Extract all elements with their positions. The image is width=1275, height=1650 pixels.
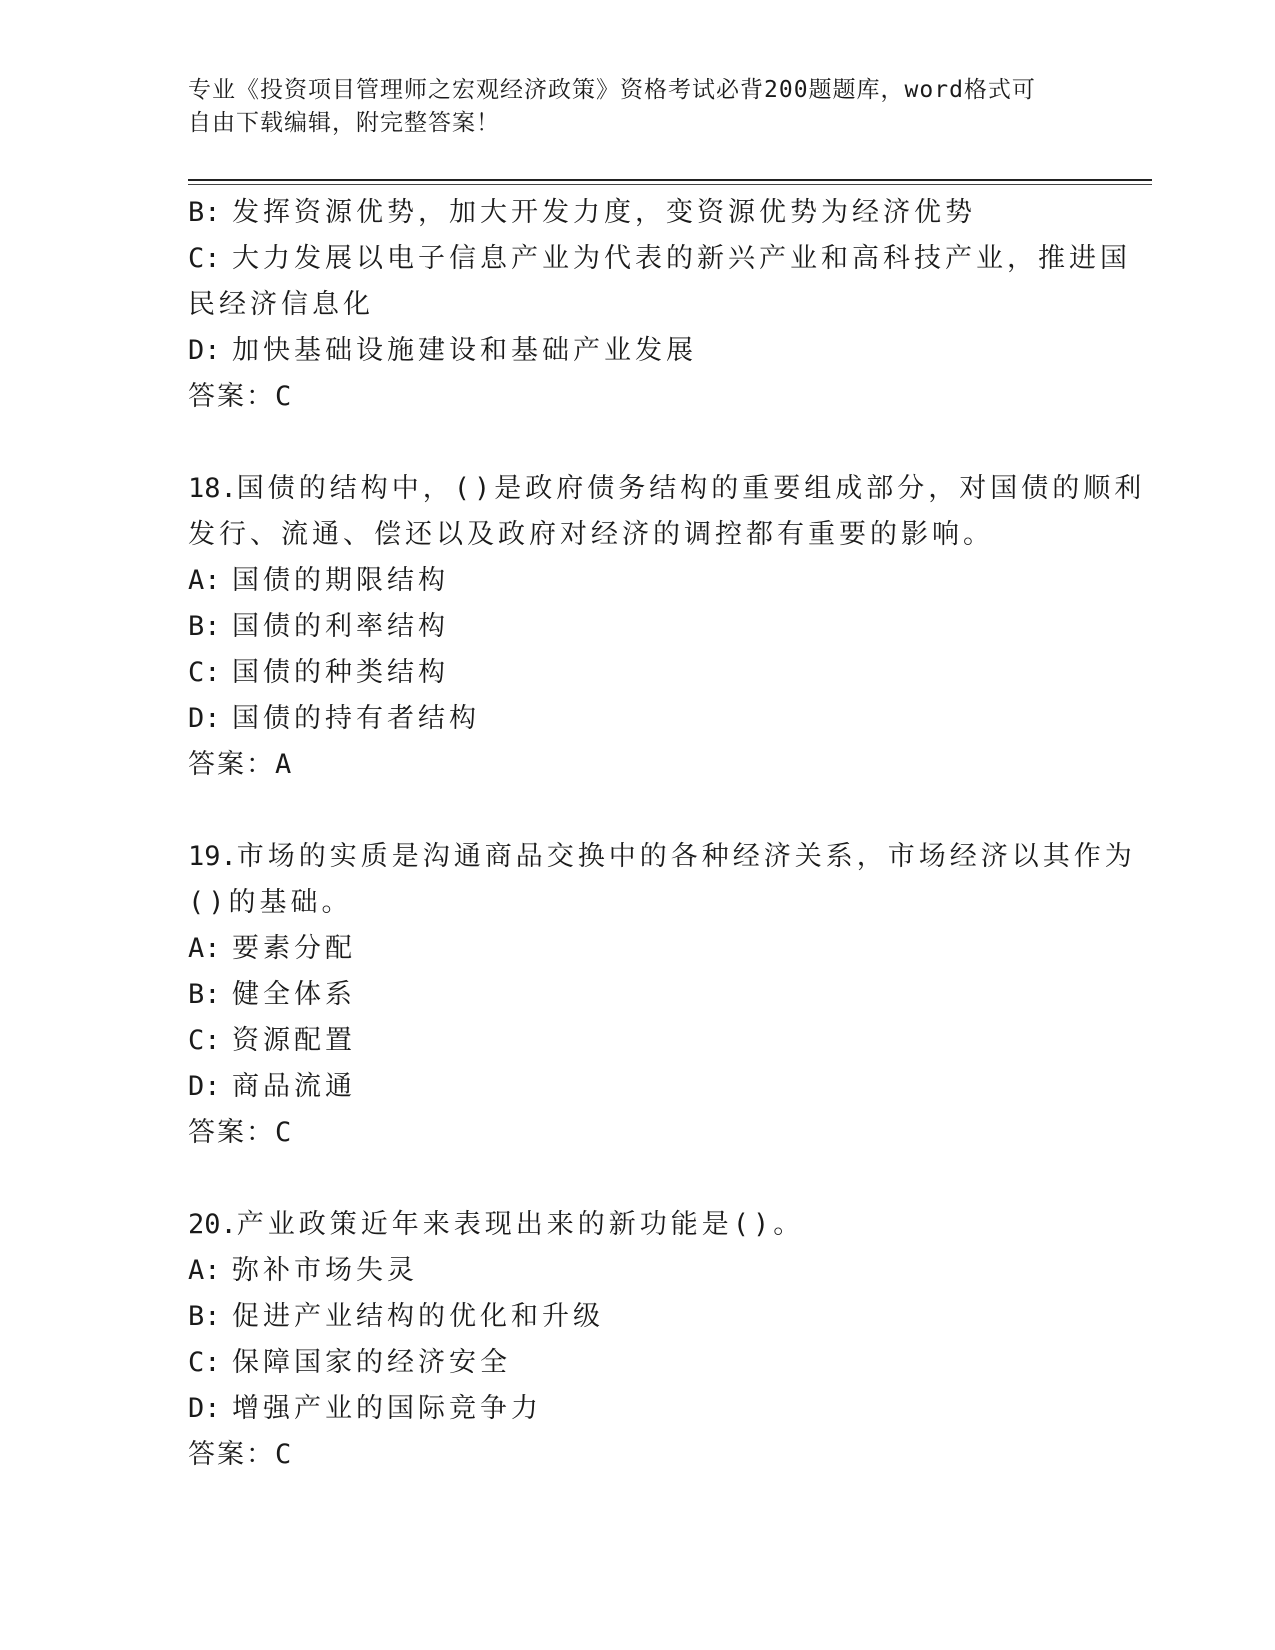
option-label: B: bbox=[188, 611, 221, 642]
option-label: A: bbox=[188, 933, 221, 964]
option-text: 国债的持有者结构 bbox=[232, 703, 480, 734]
answer-value: C bbox=[275, 381, 294, 412]
question-18 bbox=[188, 466, 1146, 788]
question-stem-line-1 bbox=[188, 466, 1146, 512]
answer-label: 答案： bbox=[188, 749, 275, 780]
option-label: C: bbox=[188, 1025, 221, 1056]
answer-value: C bbox=[275, 1117, 294, 1148]
option-d bbox=[188, 696, 1088, 742]
option-label: C: bbox=[188, 243, 221, 274]
question-20 bbox=[188, 1202, 1088, 1478]
answer-line bbox=[188, 1110, 1088, 1156]
answer-label: 答案： bbox=[188, 381, 275, 412]
question-number: 19. bbox=[188, 841, 237, 872]
option-label: B: bbox=[188, 197, 221, 228]
question-stem-line-2: 发行、流通、偿还以及政府对经济的调控都有重要的影响。 bbox=[188, 519, 994, 550]
answer-line bbox=[188, 1432, 1088, 1478]
question-text: 国债的结构中，()是政府债务结构的重要组成部分，对国债的顺利 bbox=[236, 473, 1146, 504]
continued-question bbox=[188, 190, 1131, 420]
header-divider-thin bbox=[188, 184, 1152, 185]
option-text: 增强产业的国际竞争力 bbox=[232, 1393, 542, 1424]
option-text: 要素分配 bbox=[232, 933, 356, 964]
option-c bbox=[188, 1340, 1088, 1386]
option-d bbox=[188, 1064, 1088, 1110]
option-c bbox=[188, 236, 1131, 282]
option-text: 保障国家的经济安全 bbox=[232, 1347, 511, 1378]
option-text: 国债的期限结构 bbox=[232, 565, 449, 596]
option-label: A: bbox=[188, 565, 221, 596]
question-text: 市场的实质是沟通商品交换中的各种经济关系，市场经济以其作为 bbox=[236, 841, 1136, 872]
option-text: 商品流通 bbox=[232, 1071, 356, 1102]
option-label: D: bbox=[188, 335, 221, 366]
question-number: 18. bbox=[188, 473, 237, 504]
option-b bbox=[188, 604, 1088, 650]
option-text: 加快基础设施建设和基础产业发展 bbox=[232, 335, 697, 366]
option-d bbox=[188, 1386, 1088, 1432]
question-text: 产业政策近年来表现出来的新功能是()。 bbox=[236, 1209, 805, 1240]
answer-value: A bbox=[275, 749, 294, 780]
option-b bbox=[188, 972, 1088, 1018]
question-number: 20. bbox=[188, 1209, 237, 1240]
option-a bbox=[188, 926, 1088, 972]
option-text: 健全体系 bbox=[232, 979, 356, 1010]
question-stem-line-1 bbox=[188, 1202, 1088, 1248]
header-line-1: 专业《投资项目管理师之宏观经济政策》资格考试必背200题题库，word格式可 bbox=[188, 77, 1036, 103]
option-label: D: bbox=[188, 1071, 221, 1102]
answer-label: 答案： bbox=[188, 1439, 275, 1470]
answer-label: 答案： bbox=[188, 1117, 275, 1148]
option-text: 资源配置 bbox=[232, 1025, 356, 1056]
option-text: 弥补市场失灵 bbox=[232, 1255, 418, 1286]
answer-line bbox=[188, 742, 1088, 788]
header-line-2: 自由下载编辑，附完整答案！ bbox=[188, 110, 500, 136]
option-label: A: bbox=[188, 1255, 221, 1286]
option-text: 发挥资源优势，加大开发力度，变资源优势为经济优势 bbox=[232, 197, 976, 228]
question-stem-line-2: ()的基础。 bbox=[188, 887, 353, 918]
option-b bbox=[188, 190, 1088, 236]
document-header bbox=[188, 74, 1068, 140]
option-label: D: bbox=[188, 703, 221, 734]
option-text: 大力发展以电子信息产业为代表的新兴产业和高科技产业，推进国 bbox=[232, 243, 1131, 274]
option-c-continuation: 民经济信息化 bbox=[188, 289, 374, 320]
option-text: 促进产业结构的优化和升级 bbox=[232, 1301, 604, 1332]
question-19 bbox=[188, 834, 1136, 1156]
option-text: 国债的种类结构 bbox=[232, 657, 449, 688]
option-label: C: bbox=[188, 657, 221, 688]
header-divider-thick bbox=[188, 179, 1152, 181]
option-c bbox=[188, 1018, 1088, 1064]
option-a bbox=[188, 1248, 1088, 1294]
option-label: D: bbox=[188, 1393, 221, 1424]
question-list bbox=[188, 190, 1146, 1478]
answer-line bbox=[188, 374, 1088, 420]
option-label: B: bbox=[188, 1301, 221, 1332]
answer-value: C bbox=[275, 1439, 294, 1470]
question-stem-line-1 bbox=[188, 834, 1136, 880]
option-text: 国债的利率结构 bbox=[232, 611, 449, 642]
option-d bbox=[188, 328, 1088, 374]
option-a bbox=[188, 558, 1088, 604]
option-b bbox=[188, 1294, 1088, 1340]
option-c bbox=[188, 650, 1088, 696]
option-label: C: bbox=[188, 1347, 221, 1378]
option-label: B: bbox=[188, 979, 221, 1010]
